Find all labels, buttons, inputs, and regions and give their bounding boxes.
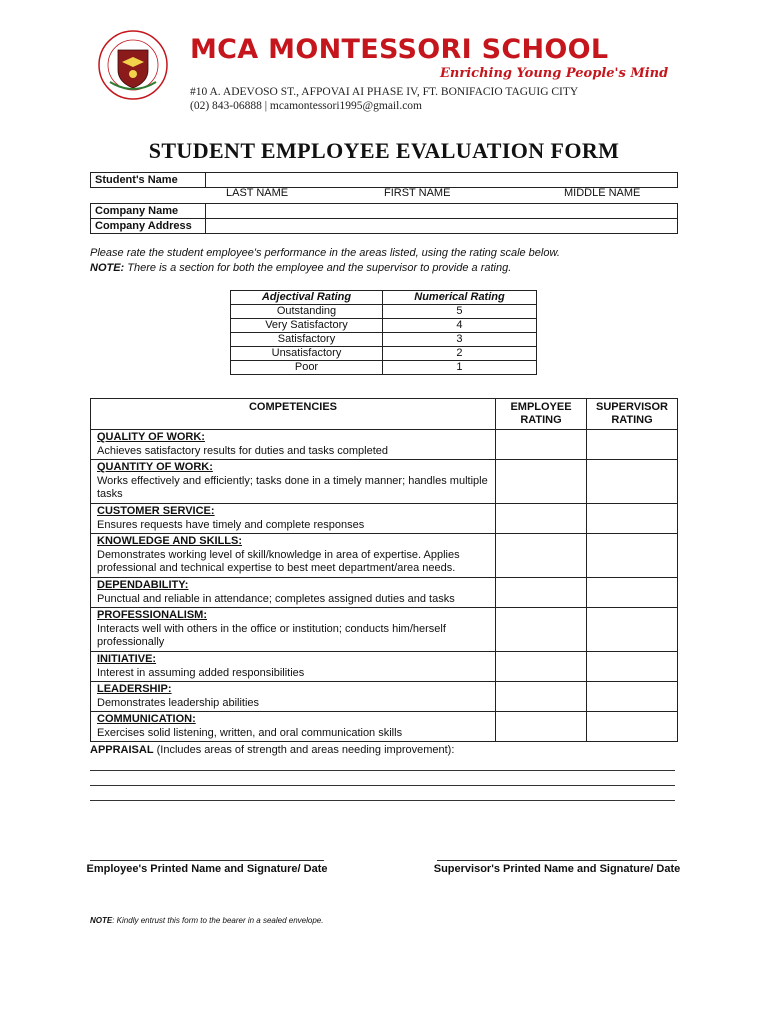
scale-adjective: Outstanding bbox=[231, 305, 383, 319]
school-logo bbox=[96, 30, 170, 100]
appraisal-line[interactable] bbox=[90, 800, 675, 801]
school-tagline: Enriching Young People's Mind bbox=[440, 66, 669, 81]
scale-number: 4 bbox=[382, 319, 536, 333]
student-name-label: Student's Name bbox=[91, 173, 206, 188]
employee-rating-cell[interactable] bbox=[496, 534, 587, 578]
competency-desc: Demonstrates leadership abilities bbox=[97, 696, 260, 709]
student-name-field[interactable] bbox=[206, 173, 678, 188]
supervisor-rating-cell[interactable] bbox=[587, 608, 678, 652]
middle-name-label: MIDDLE NAME bbox=[564, 187, 641, 199]
competency-title: QUALITY OF WORK: bbox=[97, 431, 205, 443]
supervisor-signature-line[interactable] bbox=[437, 860, 677, 861]
footnote-text: : Kindly entrust this form to the bearer in a sealed envelope. bbox=[112, 916, 324, 925]
form-title: STUDENT EMPLOYEE EVALUATION FORM bbox=[148, 138, 620, 163]
scale-adjective: Unsatisfactory bbox=[231, 347, 383, 361]
supervisor-rating-cell[interactable] bbox=[587, 712, 678, 742]
scale-number: 1 bbox=[382, 361, 536, 375]
school-address: #10 A. ADEVOSO ST., AFPOVAI AI PHASE IV, FT. BONIFACIO TAGUIG CITY bbox=[190, 86, 579, 98]
employee-rating-cell[interactable] bbox=[496, 577, 587, 607]
note-text: There is a section for both the employee and the supervisor to provide a rating. bbox=[124, 262, 512, 274]
appraisal-label bbox=[90, 744, 454, 756]
company-name-label: Company Name bbox=[91, 204, 206, 219]
table-row bbox=[91, 651, 678, 681]
scale-adjective: Satisfactory bbox=[231, 333, 383, 347]
competency-desc: Demonstrates working level of skill/knowledge in area of expertise. Applies professional and technical expertise to best meet department/area needs. bbox=[97, 548, 460, 575]
scale-header-numerical: Numerical Rating bbox=[382, 291, 536, 305]
last-name-label: LAST NAME bbox=[226, 187, 289, 199]
scale-number: 5 bbox=[382, 305, 536, 319]
scale-header-adjectival: Adjectival Rating bbox=[231, 291, 383, 305]
competency-title: LEADERSHIP: bbox=[97, 683, 172, 696]
appraisal-line[interactable] bbox=[90, 785, 675, 786]
rating-scale-table bbox=[230, 290, 537, 375]
school-contact: (02) 843-06888 | mcamontessori1995@gmail.com bbox=[190, 100, 422, 112]
supervisor-rating-cell[interactable] bbox=[587, 682, 678, 712]
company-name-field[interactable] bbox=[206, 204, 678, 219]
competency-desc: Interacts well with others in the office or institution; conducts him/herself professionally bbox=[97, 622, 446, 649]
competency-desc: Achieves satisfactory results for duties and tasks completed bbox=[97, 444, 389, 457]
competency-title: DEPENDABILITY: bbox=[97, 578, 189, 591]
employee-rating-cell[interactable] bbox=[496, 651, 587, 681]
competency-title: CUSTOMER SERVICE: bbox=[97, 504, 215, 517]
supervisor-rating-cell[interactable] bbox=[587, 460, 678, 504]
company-info-table bbox=[90, 203, 678, 234]
employee-rating-cell[interactable] bbox=[496, 503, 587, 533]
scale-row bbox=[231, 347, 537, 361]
student-info-table bbox=[90, 172, 678, 188]
company-address-field[interactable] bbox=[206, 219, 678, 234]
competency-title: QUANTITY OF WORK: bbox=[97, 461, 213, 474]
footnote bbox=[90, 916, 323, 925]
supervisor-rating-cell[interactable] bbox=[587, 651, 678, 681]
employee-rating-cell[interactable] bbox=[496, 712, 587, 742]
table-row bbox=[91, 682, 678, 712]
competency-title: INITIATIVE: bbox=[97, 652, 157, 665]
employee-rating-cell[interactable] bbox=[496, 460, 587, 504]
table-row bbox=[91, 503, 678, 533]
employee-rating-cell[interactable] bbox=[496, 430, 587, 460]
company-address-label: Company Address bbox=[91, 219, 206, 234]
table-row bbox=[91, 534, 678, 578]
header-supervisor-rating: SUPERVISOR RATING bbox=[587, 399, 678, 430]
scale-adjective: Very Satisfactory bbox=[231, 319, 383, 333]
scale-row bbox=[231, 333, 537, 347]
supervisor-rating-cell[interactable] bbox=[587, 577, 678, 607]
table-row bbox=[91, 430, 678, 460]
employee-signature-line[interactable] bbox=[90, 860, 324, 861]
appraisal-text: (Includes areas of strength and areas needing improvement): bbox=[153, 744, 455, 756]
scale-number: 2 bbox=[382, 347, 536, 361]
competencies-table bbox=[90, 398, 678, 742]
supervisor-rating-cell[interactable] bbox=[587, 534, 678, 578]
competency-title: COMMUNICATION: bbox=[97, 713, 196, 726]
competency-title: PROFESSIONALISM: bbox=[97, 609, 208, 622]
scale-adjective: Poor bbox=[231, 361, 383, 375]
supervisor-rating-cell[interactable] bbox=[587, 430, 678, 460]
header-competencies: COMPETENCIES bbox=[91, 399, 496, 430]
appraisal-title: APPRAISAL bbox=[90, 744, 154, 756]
competency-desc: Ensures requests have timely and complete responses bbox=[97, 518, 365, 531]
competency-desc: Interest in assuming added responsibilities bbox=[97, 666, 305, 679]
employee-rating-cell[interactable] bbox=[496, 608, 587, 652]
table-row bbox=[91, 460, 678, 504]
note-label: NOTE: bbox=[90, 262, 125, 274]
header-employee-rating: EMPLOYEE RATING bbox=[496, 399, 587, 430]
supervisor-signature-label: Supervisor's Printed Name and Signature/ Date bbox=[433, 863, 681, 875]
scale-row bbox=[231, 319, 537, 333]
appraisal-line[interactable] bbox=[90, 770, 675, 771]
footnote-label: NOTE bbox=[90, 916, 113, 925]
competency-desc: Punctual and reliable in attendance; completes assigned duties and tasks bbox=[97, 592, 455, 605]
instructions-text: Please rate the student employee's performance in the areas listed, using the rating scale below. bbox=[90, 247, 560, 259]
scale-row bbox=[231, 305, 537, 319]
employee-signature-label: Employee's Printed Name and Signature/ Date bbox=[86, 863, 328, 875]
competency-title: KNOWLEDGE AND SKILLS: bbox=[97, 535, 243, 548]
employee-rating-cell[interactable] bbox=[496, 682, 587, 712]
scale-number: 3 bbox=[382, 333, 536, 347]
instructions-note bbox=[90, 261, 690, 276]
table-row bbox=[91, 712, 678, 742]
school-name: MCA MONTESSORI SCHOOL bbox=[190, 34, 609, 65]
name-parts-row bbox=[90, 187, 678, 203]
table-row bbox=[91, 577, 678, 607]
first-name-label: FIRST NAME bbox=[384, 187, 451, 199]
instructions bbox=[90, 246, 690, 276]
competency-desc: Exercises solid listening, written, and oral communication skills bbox=[97, 726, 403, 739]
supervisor-rating-cell[interactable] bbox=[587, 503, 678, 533]
table-row bbox=[91, 608, 678, 652]
scale-row bbox=[231, 361, 537, 375]
competency-desc: Works effectively and efficiently; tasks done in a timely manner; handles multiple tasks bbox=[97, 474, 488, 501]
